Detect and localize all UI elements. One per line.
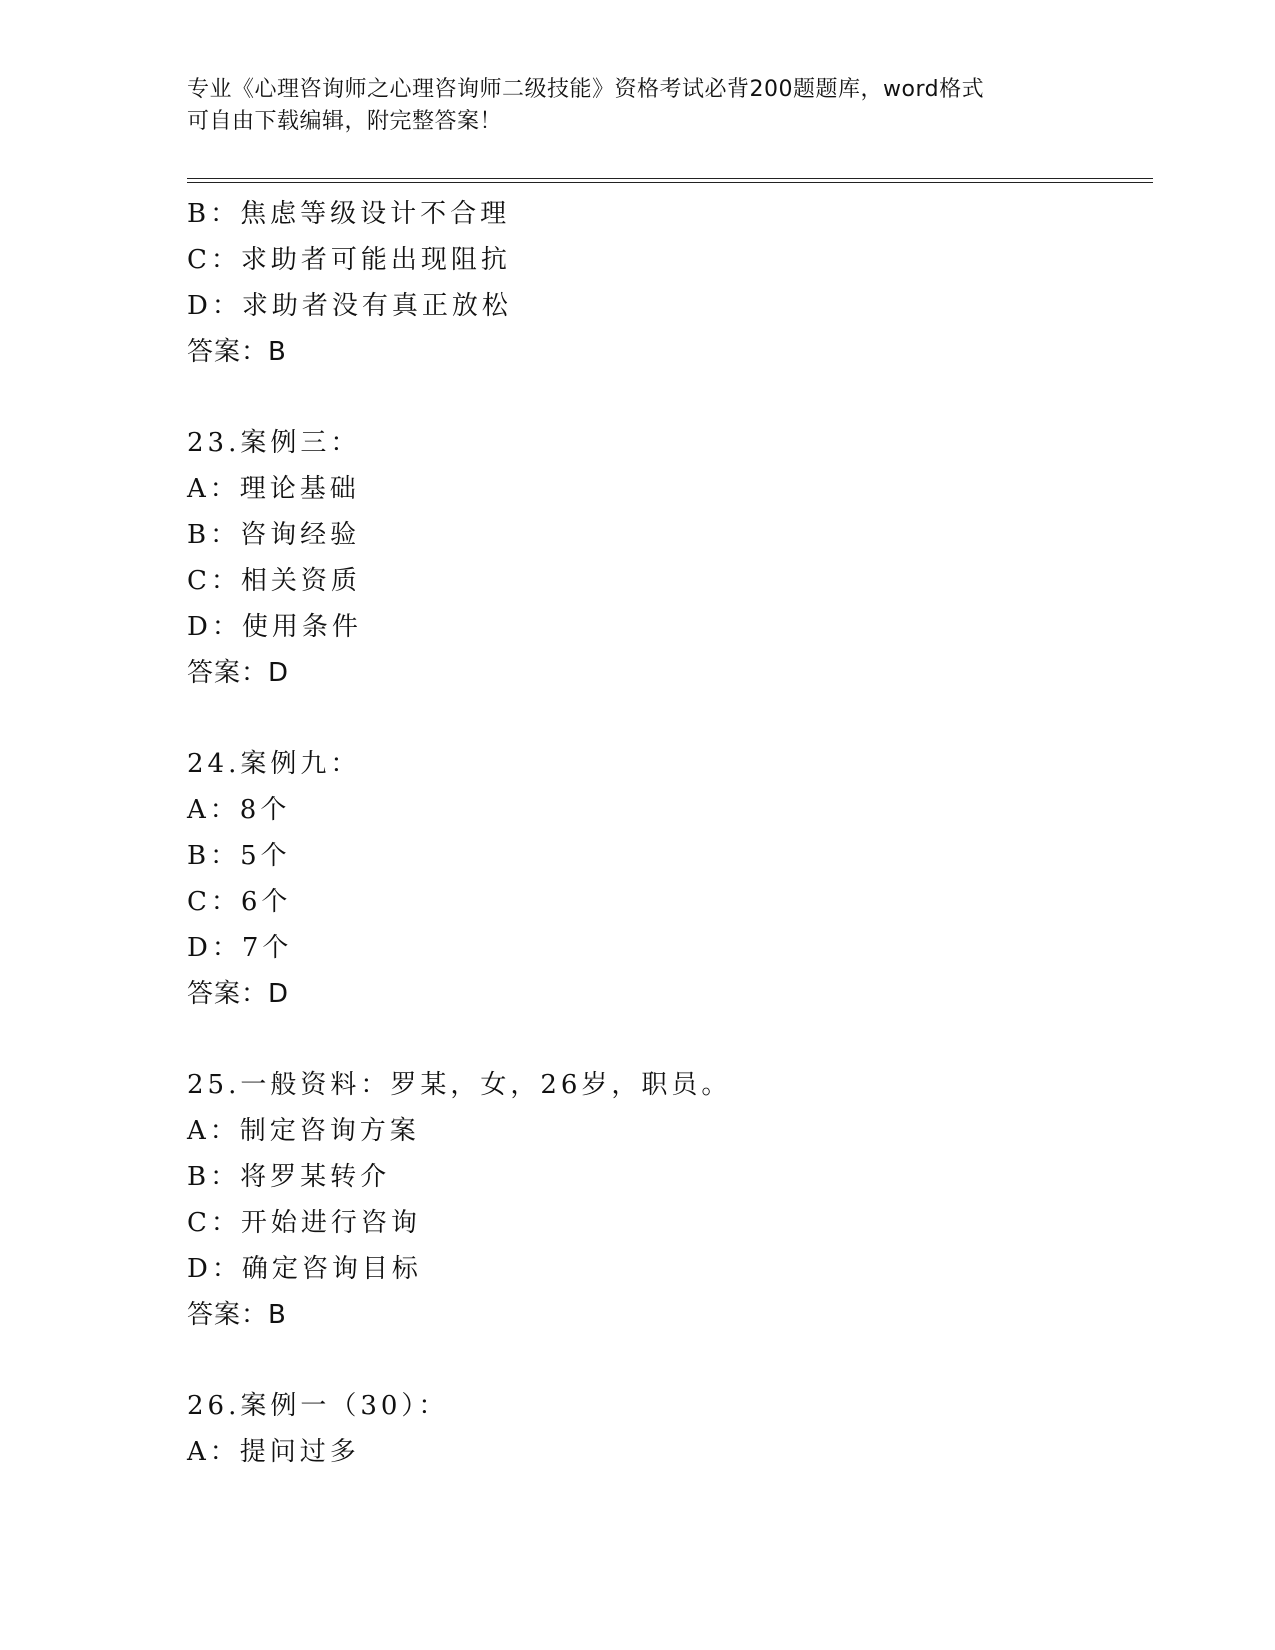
answer-line: 答案：D	[187, 979, 290, 1009]
question-stem: 24.案例九：	[187, 749, 361, 779]
option-d: D：确定咨询目标	[187, 1254, 422, 1284]
option-d: D：求助者没有真正放松	[187, 291, 512, 321]
option-a: A：8个	[187, 795, 291, 825]
question-stem: 26.案例一（30）：	[187, 1391, 449, 1421]
header-title-line-2: 可自由下载编辑，附完整答案！	[187, 109, 503, 134]
question-22	[187, 191, 1153, 375]
option-c: C：相关资质	[187, 566, 361, 596]
question-24	[187, 741, 1153, 1017]
answer-line: 答案：B	[187, 337, 287, 367]
spacer	[187, 1338, 1153, 1383]
header-title-line-1: 专业《心理咨询师之心理咨询师二级技能》资格考试必背200题题库，word格式	[187, 77, 985, 102]
spacer	[187, 1017, 1153, 1062]
header-divider-top	[187, 178, 1153, 179]
document-header	[187, 74, 1087, 138]
spacer	[187, 375, 1153, 420]
answer-line: 答案：D	[187, 658, 290, 688]
option-a: A：制定咨询方案	[187, 1116, 420, 1146]
option-c: C：6个	[187, 887, 292, 917]
option-d: D：使用条件	[187, 612, 362, 642]
option-c: C：开始进行咨询	[187, 1208, 421, 1238]
answer-line: 答案：B	[187, 1300, 287, 1330]
question-stem: 23.案例三：	[187, 428, 361, 458]
question-stem: 25.一般资料：罗某，女，26岁，职员。	[187, 1070, 732, 1100]
option-b: B：咨询经验	[187, 520, 361, 550]
option-d: D：7个	[187, 933, 293, 963]
question-23	[187, 420, 1153, 696]
question-25	[187, 1062, 1153, 1338]
option-c: C：求助者可能出现阻抗	[187, 245, 511, 275]
spacer	[187, 696, 1153, 741]
question-list	[187, 191, 1153, 1475]
option-b: B：将罗某转介	[187, 1162, 391, 1192]
question-26	[187, 1383, 1153, 1475]
header-divider-bottom	[187, 182, 1153, 183]
option-a: A：理论基础	[187, 474, 360, 504]
option-b: B：5个	[187, 841, 291, 871]
option-a: A：提问过多	[187, 1437, 360, 1467]
option-b: B：焦虑等级设计不合理	[187, 199, 511, 229]
